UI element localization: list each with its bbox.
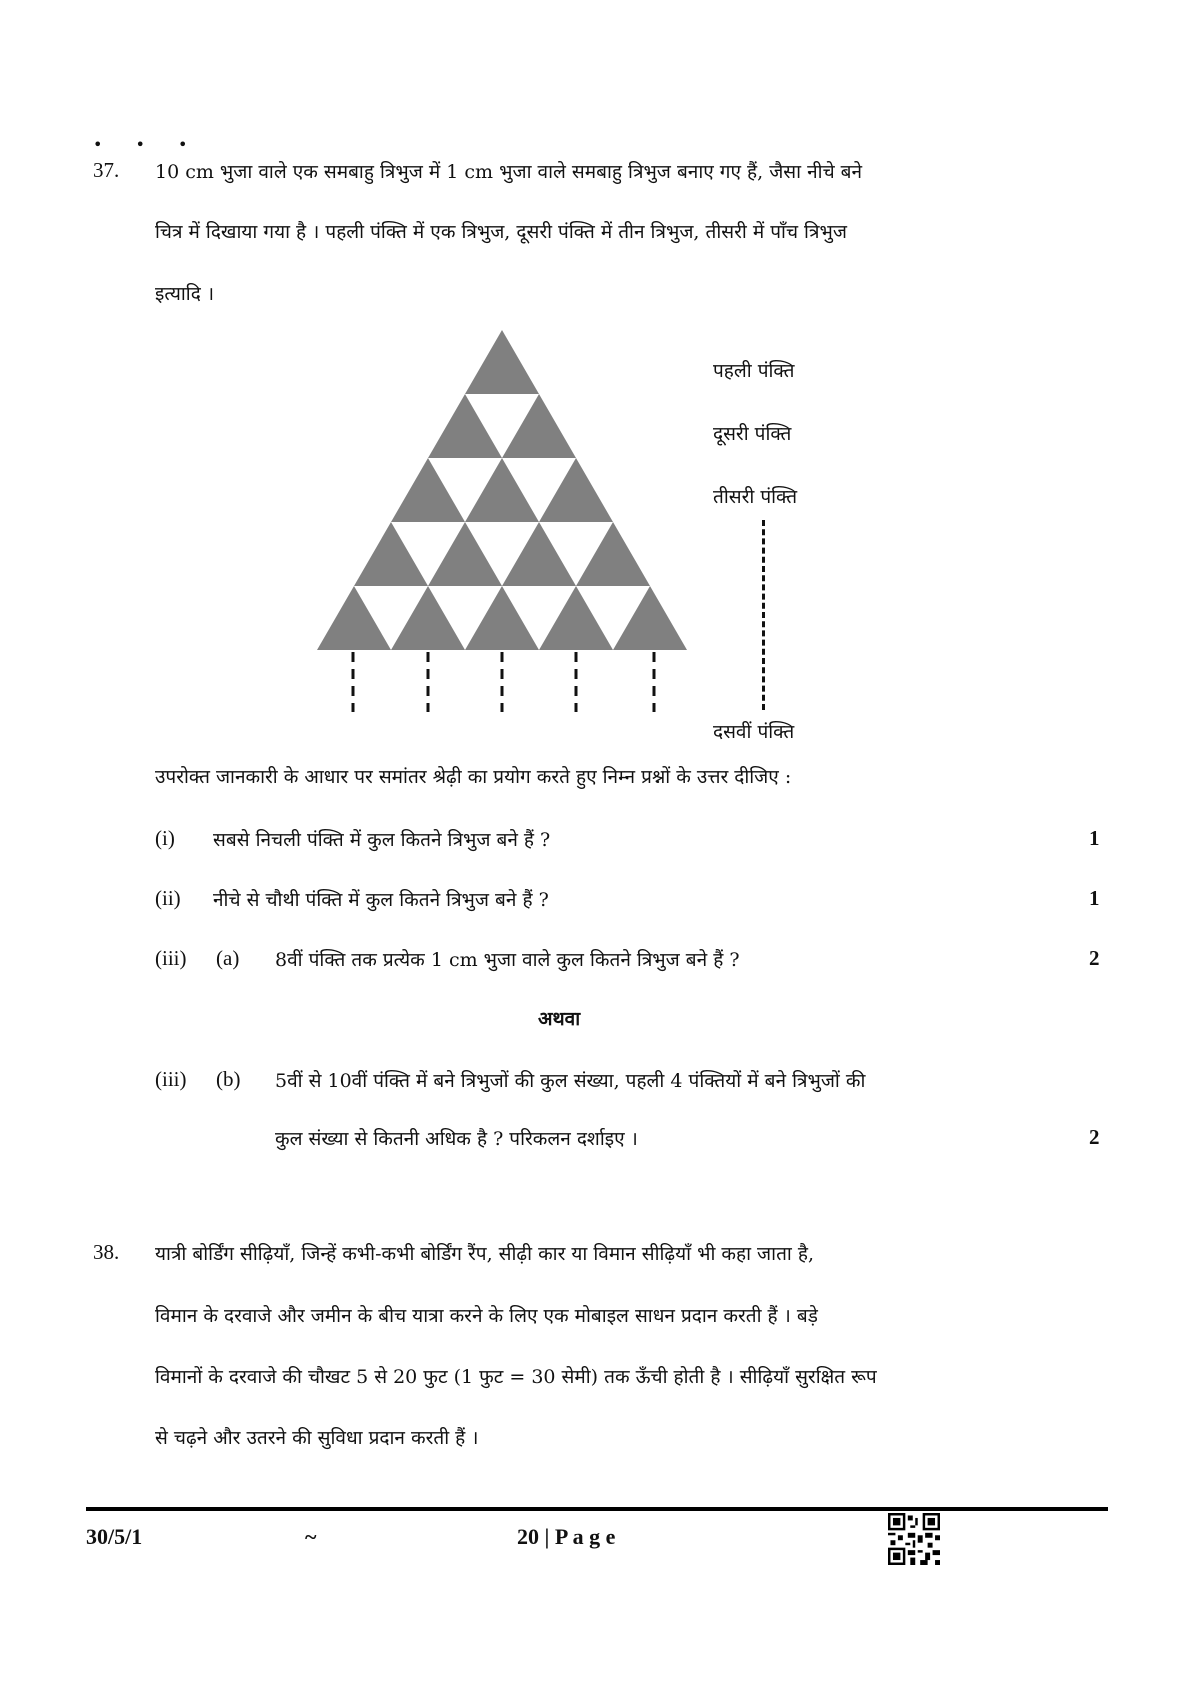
marks: 2 — [1089, 1125, 1100, 1149]
part-label: (iii) — [155, 1067, 187, 1091]
question-text-line: यात्री बोर्डिंग सीढ़ियाँ, जिन्हें कभी-कभी बोर्डिंग रैंप, सीढ़ी कार या विमान सीढ़ियाँ भी कहा जाता है, — [155, 1243, 814, 1265]
part-text: सबसे निचली पंक्ति में कुल कितने त्रिभुज बने हैं ? — [213, 829, 551, 851]
question-text-line: से चढ़ने और उतरने की सुविधा प्रदान करती हैं । — [155, 1427, 479, 1449]
triangle-figure — [300, 320, 720, 720]
page-number: 20 | P a g e — [517, 1524, 616, 1549]
marks: 1 — [1089, 826, 1100, 850]
part-text: 5वीं से 10वीं पंक्ति में बने त्रिभुजों की कुल संख्या, पहली 4 पंक्तियों में बने त्रिभुजों की — [275, 1070, 866, 1092]
instruction-text: उपरोक्त जानकारी के आधार पर समांतर श्रेढ़ी का प्रयोग करते हुए निम्न प्रश्नों के उत्तर दीजिए : — [155, 766, 792, 788]
row-label-first: पहली पंक्ति — [713, 360, 795, 382]
question-text-line: विमान के दरवाजे और जमीन के बीच यात्रा करने के लिए एक मोबाइल साधन प्रदान करती हैं । बड़े — [155, 1305, 818, 1327]
qr-code-icon — [888, 1513, 940, 1565]
question-text-line: इत्यादि । — [155, 283, 215, 305]
dashed-continuation-lines — [353, 652, 654, 712]
question-number: 37. — [93, 158, 120, 182]
row-label-third: तीसरी पंक्ति — [713, 486, 798, 508]
part-label: (iii) — [155, 946, 187, 970]
part-text: कुल संख्या से कितनी अधिक है ? परिकलन दर्शाइए । — [275, 1128, 638, 1150]
sub-part-label: (a) — [216, 946, 240, 970]
paper-code: 30/5/1 — [86, 1524, 143, 1549]
part-text: 8वीं पंक्ति तक प्रत्येक 1 cm भुजा वाले कुल कितने त्रिभुज बने हैं ? — [275, 949, 740, 971]
upward-triangles — [317, 330, 687, 650]
sub-part-label: (b) — [216, 1067, 241, 1091]
part-label: (ii) — [155, 886, 181, 910]
row-label-tenth: दसवीं पंक्ति — [713, 721, 795, 743]
question-text-line: विमानों के दरवाजे की चौखट 5 से 20 फुट (1 फुट = 30 सेमी) तक ऊँची होती है । सीढ़ियाँ सुरक्षित रूप — [155, 1366, 877, 1388]
row-label-second: दूसरी पंक्ति — [713, 423, 792, 445]
question-number: 38. — [93, 1240, 120, 1264]
footer-separator: ~ — [305, 1524, 317, 1549]
dashed-row-continuation — [762, 520, 765, 710]
part-text: नीचे से चौथी पंक्ति में कुल कितने त्रिभुज बने हैं ? — [213, 889, 549, 911]
question-text-line: चित्र में दिखाया गया है । पहली पंक्ति में एक त्रिभुज, दूसरी पंक्ति में तीन त्रिभुज, तीसरी में पाँच त्रिभुज — [155, 221, 847, 243]
part-label: (i) — [155, 826, 175, 850]
bullets: • • • — [93, 135, 202, 154]
marks: 1 — [1089, 886, 1100, 910]
footer-rule — [86, 1507, 1108, 1511]
or-divider: अथवा — [538, 1008, 581, 1030]
question-text-line: 10 cm भुजा वाले एक समबाहु त्रिभुज में 1 cm भुजा वाले समबाहु त्रिभुज बनाए गए हैं, जैसा नीचे बने — [155, 161, 863, 183]
marks: 2 — [1089, 946, 1100, 970]
